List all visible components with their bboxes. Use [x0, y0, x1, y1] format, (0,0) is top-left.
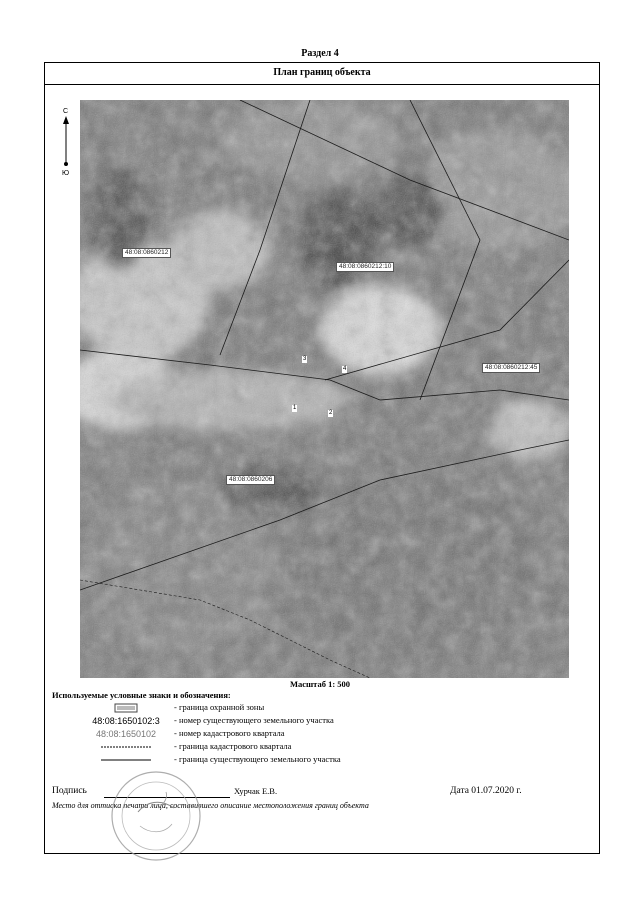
- north-label: С: [63, 108, 69, 115]
- seal-note: Место для оттиска печати лица, составившего описание местоположения границ объекта: [52, 801, 369, 810]
- section-title: Раздел 4: [301, 48, 339, 59]
- legend-text: - граница охранной зоны: [174, 702, 265, 712]
- point-label: 1: [293, 405, 297, 411]
- plan-title: План границ объекта: [45, 63, 599, 85]
- compass-arrow-icon: [62, 116, 76, 172]
- legend-text: - номер кадастрового квартала: [174, 728, 285, 738]
- legend-text: - номер существующего земельного участка: [174, 715, 334, 725]
- legend-item: [52, 702, 472, 714]
- legend-item: [52, 728, 472, 740]
- point-label: 4: [343, 366, 347, 372]
- legend-item: [52, 754, 472, 766]
- parcel-label: 48:08:0860212:10: [336, 262, 394, 272]
- legend-item: [52, 715, 472, 727]
- legend-text: - граница существующего земельного участка: [174, 754, 341, 764]
- parcel-label: 48:08:0860212: [122, 248, 171, 258]
- north-arrow: [62, 108, 76, 180]
- map-scale: Масштаб 1: 500: [289, 679, 351, 689]
- point-label: 3: [303, 356, 307, 362]
- legend-sample-parcel-number: 48:08:1650102:3: [92, 716, 160, 726]
- parcel-label: 48:08:0860212:45: [482, 363, 540, 373]
- legend-sample-quarter-number: 48:08:1650102: [95, 729, 157, 739]
- parcel-boundary-symbol-icon: [76, 754, 176, 766]
- parcel-label: 48:08:0860206: [226, 475, 275, 485]
- point-label: 2: [329, 410, 333, 416]
- quarter-boundary-symbol-icon: [76, 741, 176, 753]
- signature-label: Подпись: [52, 786, 87, 796]
- date: Дата 01.07.2020 г.: [450, 786, 522, 796]
- signer-name: Хурчак Е.В.: [234, 786, 278, 796]
- legend-title: Используемые условные знаки и обозначения:: [52, 690, 231, 700]
- protection-zone-symbol-icon: [76, 702, 176, 714]
- seal-stamp-icon: [108, 768, 204, 864]
- satellite-map: [80, 100, 569, 678]
- map-imagery: [80, 100, 569, 678]
- legend-text: - граница кадастрового квартала: [174, 741, 292, 751]
- legend-item: [52, 741, 472, 753]
- south-label: Ю: [62, 170, 70, 177]
